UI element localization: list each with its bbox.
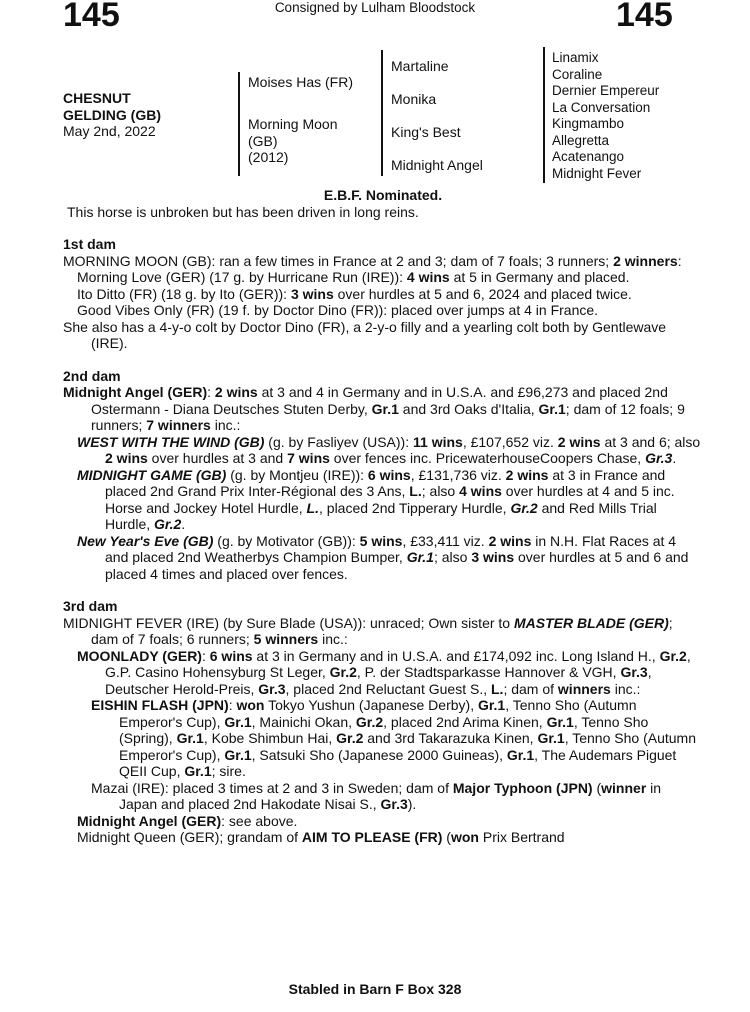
third-dam-p6: Midnight Queen (GER); grandam of AIM TO PLEASE (FR) (won Prix Bertrand <box>77 829 565 845</box>
great-grandparent: Midnight Fever <box>552 165 642 181</box>
great-grandparent: Dernier Empereur <box>552 83 660 98</box>
dam-name: Morning Moon <box>248 116 338 132</box>
stabling-info: Stabled in Barn F Box 328 <box>288 981 462 997</box>
third-dam-heading: 3rd dam <box>63 598 118 614</box>
second-dam-p4: New Year's Eve (GB) (g. by Motivator (GB)): 5 wins, £33,411 viz. 2 wins in N.H. Flat Races at 4 and placed 2nd Weatherbys Champion Bumper, Gr.1; also 3 wins over hurdles at 5 and 6 and placed 4 times and placed over fences. <box>77 532 689 582</box>
pedigree-dam <box>248 116 338 166</box>
great-grandparent: Linamix <box>552 50 599 65</box>
first-dam-heading: 1st dam <box>63 236 116 252</box>
consignor-line: Consigned by Lulham Bloodstock <box>274 0 476 15</box>
second-dam-p1: Midnight Angel (GER): 2 wins at 3 and 4 in Germany and in U.S.A. and £96,273 and placed 2nd Ostermann - Diana Deutsches Stuten Derby, Gr.1 and 3rd Oaks d'Italia, Gr.1; dam of 12 foals; 9 runners; 7 winners inc.: <box>63 384 685 433</box>
great-grandparent: Allegretta <box>552 132 610 148</box>
pedigree-grandparent: Monika <box>391 91 437 107</box>
dam-year: (2012) <box>248 149 289 165</box>
lot-number-left: 145 <box>63 0 120 34</box>
great-grandparent: La Conversation <box>552 99 651 115</box>
nomination-line: E.B.F. Nominated. <box>323 187 443 203</box>
horse-description <box>63 90 161 140</box>
third-dam-p2: MOONLADY (GER): 6 wins at 3 in Germany and in U.S.A. and £174,092 inc. Long Island H., Gr.2, G.P. Casino Hohensyburg St Leger, Gr.2, P. der Stadtsparkasse Hannover & VGH, Gr.3, Deutscher Herold-Preis, Gr.3, placed 2nd Reluctant Guest S., L.; dam of winners inc.: <box>77 647 691 697</box>
pedigree-grandparent: Martaline <box>391 58 449 74</box>
horse-sex-origin: GELDING (GB) <box>63 106 161 123</box>
pedigree-grandparent: Midnight Angel <box>391 157 483 173</box>
horse-color: CHESNUT <box>63 90 131 106</box>
first-dam-foal: Morning Love (GER) (17 g. by Hurricane Run (IRE)): 4 wins at 5 in Germany and placed. <box>77 269 630 285</box>
first-dam-foal: Ito Ditto (FR) (18 g. by Ito (GER)): 3 wins over hurdles at 5 and 6, 2024 and placed twice. <box>77 285 632 302</box>
pedigree-divider-2 <box>381 50 383 176</box>
third-dam-p4: Mazai (IRE): placed 3 times at 2 and 3 in Sweden; dam of Major Typhoon (JPN) (winner in Japan and placed 2nd Hakodate Nisai S., Gr.3). <box>91 779 662 812</box>
dam-country: (GB) <box>248 132 278 149</box>
breaking-note: This horse is unbroken but has been driven in long reins. <box>67 203 419 220</box>
great-grandparent: Coraline <box>552 66 603 82</box>
pedigree-divider-1 <box>238 72 240 176</box>
catalogue-body <box>63 187 703 846</box>
great-grandparent: Acatenango <box>552 149 625 164</box>
pedigree-divider-3 <box>543 47 545 183</box>
foaling-date: May 2nd, 2022 <box>63 123 156 139</box>
second-dam-p3: MIDNIGHT GAME (GB) (g. by Montjeu (IRE)): 6 wins, £131,736 viz. 2 wins at 3 in France and placed 2nd Grand Prix Inter-Régional des 3 Ans, L.; also 4 wins over hurdles at 4 and 5 inc. Horse and Jockey Hotel Hurdle, L., placed 2nd Tipperary Hurdle, Gr.2 and Red Mills Trial Hurdle, Gr.2. <box>77 466 675 532</box>
third-dam-p5: Midnight Angel (GER): see above. <box>77 812 298 829</box>
lot-number-right: 145 <box>616 0 673 34</box>
third-dam-p1: MIDNIGHT FEVER (IRE) (by Sure Blade (USA)): unraced; Own sister to MASTER BLADE (GER); dam of 7 foals; 6 runners; 5 winners inc.: <box>63 614 673 647</box>
first-dam-foal: Good Vibes Only (FR) (19 f. by Doctor Dino (FR)): placed over jumps at 4 in France. <box>77 302 599 318</box>
pedigree-sire: Moises Has (FR) <box>248 74 354 90</box>
third-dam-p3: EISHIN FLASH (JPN): won Tokyo Yushun (Japanese Derby), Gr.1, Tenno Sho (Autumn Emperor's Cup), Gr.1, Mainichi Okan, Gr.2, placed 2nd Arima Kinen, Gr.1, Tenno Sho (Spring), Gr.1, Kobe Shimbun Hai, Gr.2 and 3rd Takarazuka Kinen, Gr.1, Tenno Sho (Autumn Emperor's Cup), Gr.1, Satsuki Sho (Japanese 2000 Guineas), Gr.1, The Audemars Piguet QEII Cup, Gr.1; sire. <box>91 697 696 779</box>
great-grandparent: Kingmambo <box>552 116 625 131</box>
second-dam-heading: 2nd dam <box>63 367 121 384</box>
pedigree-grandparent: King's Best <box>391 124 461 140</box>
pedigree-great-grandparents <box>552 50 659 182</box>
first-dam-intro: MORNING MOON (GB): ran a few times in France at 2 and 3; dam of 7 foals; 3 runners; 2 winners: <box>63 252 682 269</box>
first-dam-also: She also has a 4-y-o colt by Doctor Dino (FR), a 2-y-o filly and a yearling colt both by Gentlewave (IRE). <box>63 318 667 351</box>
second-dam-p2: WEST WITH THE WIND (GB) (g. by Fasliyev (USA)): 11 wins, £107,652 viz. 2 wins at 3 and 6; also 2 wins over hurdles at 3 and 7 wins over fences inc. PricewaterhouseCoopers Chase, Gr.3. <box>77 433 701 466</box>
